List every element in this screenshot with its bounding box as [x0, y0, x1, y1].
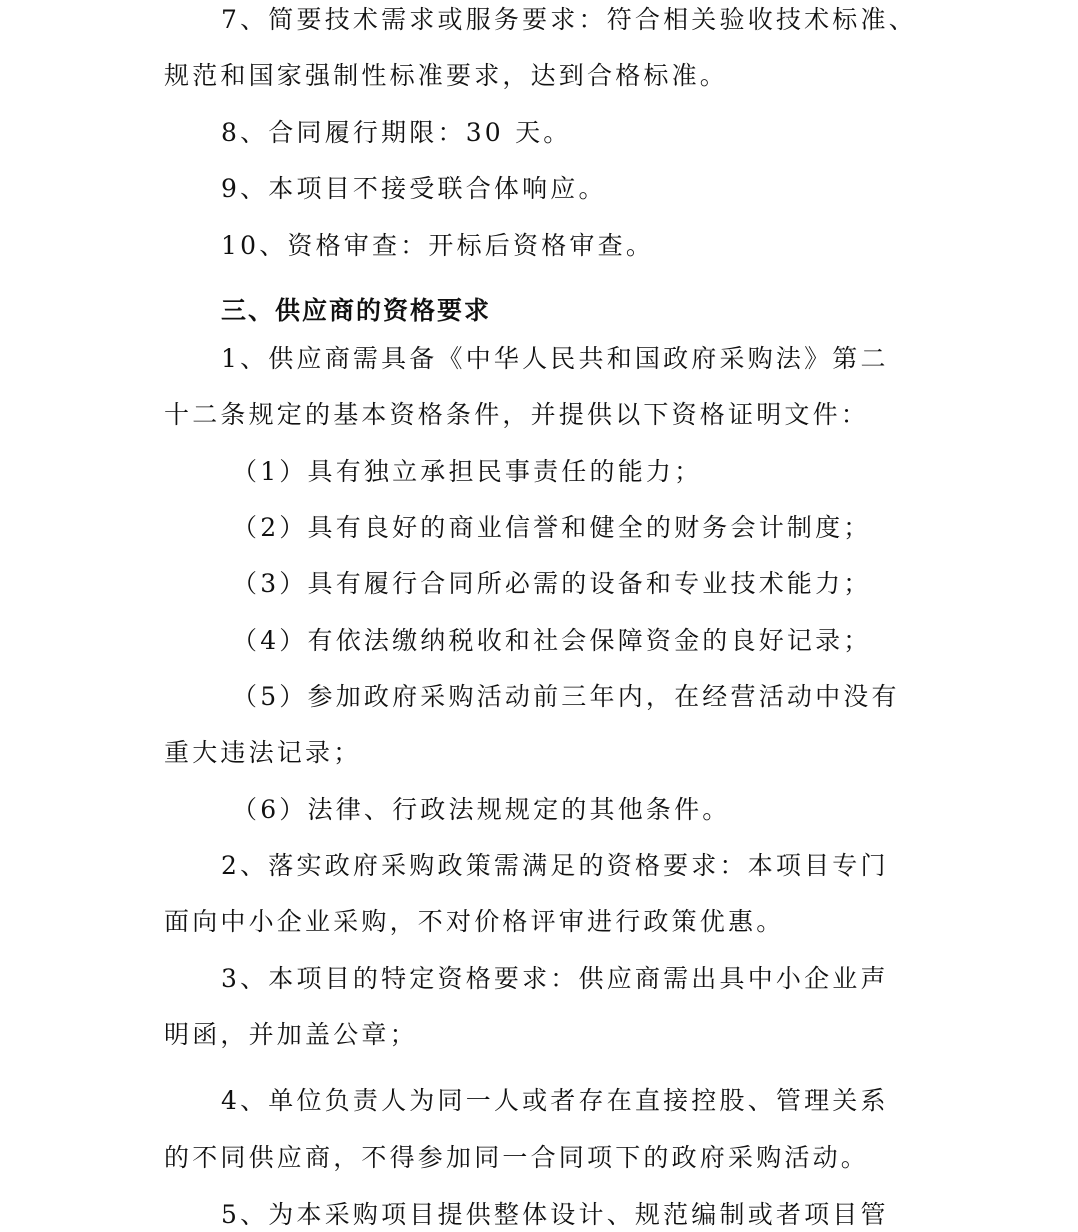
requirement-2-line-2: 面向中小企业采购，不对价格评审进行政策优惠。: [164, 907, 785, 936]
item-9: 9、本项目不接受联合体响应。: [221, 174, 607, 203]
sub-requirement-5-line-2: 重大违法记录；: [164, 738, 362, 767]
requirement-4-line-2: 的不同供应商，不得参加同一合同项下的政府采购活动。: [164, 1143, 870, 1172]
section-heading: 三、供应商的资格要求: [221, 296, 492, 325]
requirement-1-line-1: 1、供应商需具备《中华人民共和国政府采购法》第二: [221, 344, 889, 373]
item-7-line-2: 规范和国家强制性标准要求，达到合格标准。: [164, 61, 729, 90]
requirement-3-line-1: 3、本项目的特定资格要求：供应商需出具中小企业声: [221, 964, 889, 993]
requirement-1-line-2: 十二条规定的基本资格条件，并提供以下资格证明文件：: [164, 400, 870, 429]
requirement-3-line-2: 明函，并加盖公章；: [164, 1020, 418, 1049]
item-7-line-1: 7、简要技术需求或服务要求：符合相关验收技术标准、: [221, 5, 917, 34]
sub-requirement-6: （6）法律、行政法规规定的其他条件。: [232, 795, 731, 824]
requirement-4-line-1: 4、单位负责人为同一人或者存在直接控股、管理关系: [221, 1086, 889, 1115]
item-8: 8、合同履行期限：30 天。: [221, 118, 572, 147]
sub-requirement-3: （3）具有履行合同所必需的设备和专业技术能力；: [232, 569, 872, 598]
item-10: 10、资格审查：开标后资格审查。: [221, 231, 655, 260]
sub-requirement-1: （1）具有独立承担民事责任的能力；: [232, 457, 703, 486]
requirement-2-line-1: 2、落实政府采购政策需满足的资格要求：本项目专门: [221, 851, 889, 880]
sub-requirement-5-line-1: （5）参加政府采购活动前三年内，在经营活动中没有: [232, 682, 900, 711]
sub-requirement-2: （2）具有良好的商业信誉和健全的财务会计制度；: [232, 513, 872, 542]
sub-requirement-4: （4）有依法缴纳税收和社会保障资金的良好记录；: [232, 626, 872, 655]
requirement-5-line-1: 5、为本采购项目提供整体设计、规范编制或者项目管: [221, 1200, 889, 1229]
